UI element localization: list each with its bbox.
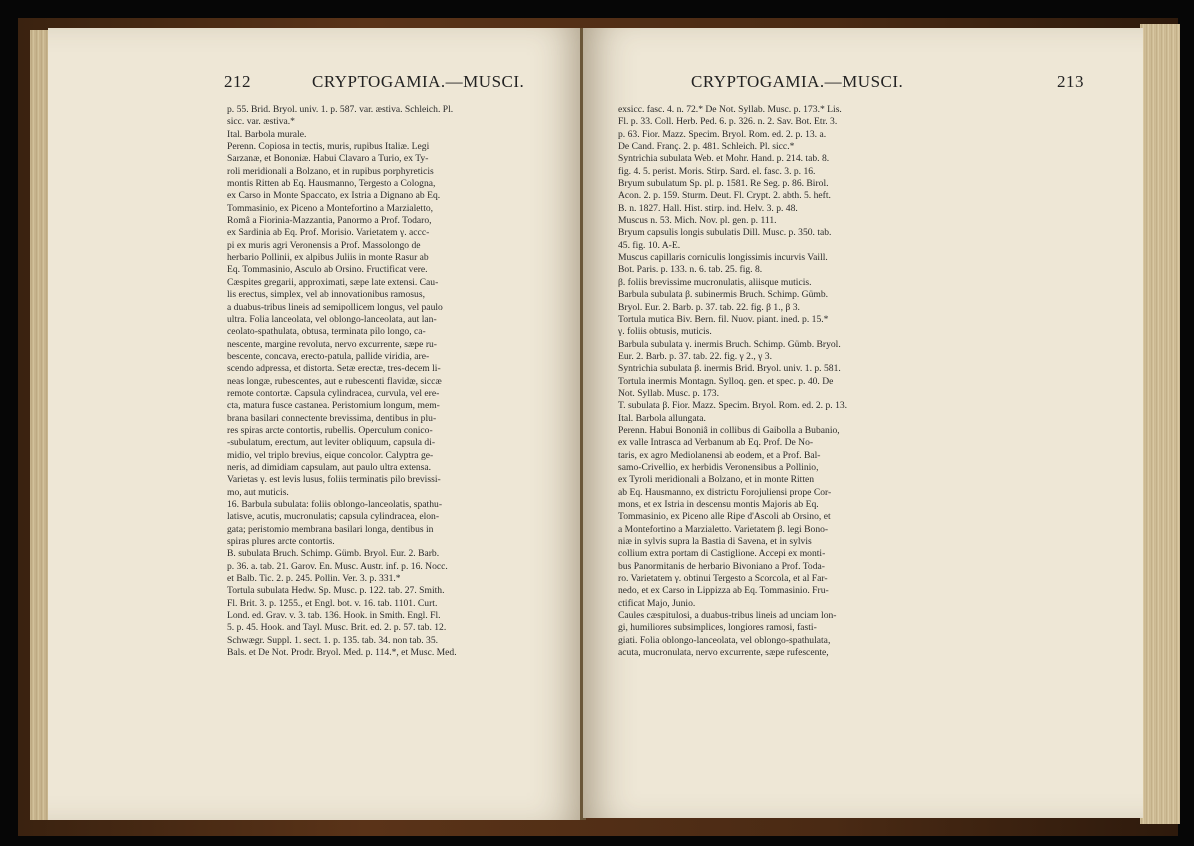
- text-line: Fl. p. 33. Coll. Herb. Ped. 6. p. 326. n. 2. Sav. Bot. Etr. 3.: [618, 116, 838, 128]
- text-line: Lond. ed. Grav. v. 3. tab. 136. Hook. in Smith. Engl. Fl.: [227, 610, 441, 622]
- text-line: montis Ritten ab Eq. Hausmanno, Tergesto a Cologna,: [227, 178, 436, 190]
- text-line: neris, ad dimidiam capsulam, aut paulo ultra extensa.: [227, 461, 432, 473]
- text-line: mons, et ex Istria in descensu montis Majoris ab Eq.: [618, 499, 819, 510]
- text-line: brana basilari connectente brevissima, dentibus in plu-: [227, 412, 437, 424]
- text-line: 5. p. 45. Hook. and Tayl. Musc. Brit. ed. 2. p. 57. tab. 12.: [227, 622, 447, 634]
- text-line: collium extra portam di Castiglione. Accepi ex monti-: [618, 548, 826, 560]
- page-number: 212: [224, 72, 251, 91]
- text-line: cta, matura fusce castanea. Peristomium longum, mem-: [227, 400, 440, 412]
- text-line: fig. 4. 5. perist. Moris. Stirp. Sard. el. fasc. 3. p. 16.: [618, 165, 816, 177]
- text-line: Eur. 2. Barb. p. 37. tab. 22. fig. γ 2., γ 3.: [618, 350, 772, 362]
- text-line: Bals. et De Not. Prodr. Bryol. Med. p. 114.*, et Musc. Med.: [227, 647, 457, 659]
- text-line: ceolato-spathulata, obtusa, terminata pilo longo, ca-: [227, 326, 426, 338]
- text-column: [227, 104, 584, 659]
- text-line: acuta, mucronulata, nervo excurrente, sæpe rufescente,: [618, 647, 829, 659]
- text-line: Perenn. Copiosa in tectis, muris, rupibus Italiæ. Legi: [227, 141, 430, 153]
- text-line: 45. fig. 10. A-E.: [618, 239, 681, 251]
- text-line: pi ex muris agri Veronensis a Prof. Massolongo de: [227, 239, 421, 251]
- text-line: gi, humiliores subsimplices, longiores ramosi, fasti-: [618, 622, 817, 634]
- text-line: a Montefortino a Marzialetto. Varietatem β. legi Bono-: [618, 523, 829, 535]
- text-line: Tortula mutica Biv. Bern. fil. Nuov. piant. ined. p. 15.*: [618, 313, 829, 325]
- text-line: latisve, acutis, mucronulatis; capsula cylindracea, elon-: [227, 511, 440, 523]
- text-line: Bryum capsulis longis subulatis Dill. Musc. p. 350. tab.: [618, 227, 832, 239]
- text-line: ro. Varietatem γ. obtinui Tergesto a Scorcola, et al Far-: [618, 573, 828, 585]
- text-line: p. 36. a. tab. 21. Garov. En. Musc. Austr. inf. p. 16. Nocc.: [227, 560, 448, 572]
- running-head: CRYPTOGAMIA.—MUSCI.: [312, 72, 525, 91]
- text-line: exsicc. fasc. 4. n. 72.* De Not. Syllab. Musc. p. 173.* Lis.: [618, 104, 842, 115]
- text-line: Cæspites gregarii, approximati, sæpe late extensi. Cau-: [227, 276, 439, 288]
- text-line: Tortula subulata Hedw. Sp. Musc. p. 122. tab. 27. Smith.: [227, 585, 445, 597]
- text-column: [618, 104, 1016, 659]
- text-line: lis erectus, simplex, vel ab innovationibus ramosus,: [227, 289, 425, 301]
- text-line: Ital. Barbola murale.: [227, 128, 307, 140]
- text-line: Tortula inermis Montagn. Sylloq. gen. et spec. p. 40. De: [618, 375, 834, 387]
- text-line: Not. Syllab. Musc. p. 173.: [618, 387, 720, 399]
- text-line: Perenn. Habui Bononiâ in collibus di Gaibolla a Bubanio,: [618, 424, 840, 436]
- text-line: γ. foliis obtusis, muticis.: [618, 326, 712, 338]
- text-line: Româ a Fiorinia-Mazzantia, Panormo a Prof. Todaro,: [227, 215, 432, 227]
- page-number: 213: [1057, 72, 1084, 91]
- text-line: et Balb. Tic. 2. p. 245. Pollin. Ver. 3. p. 331.*: [227, 573, 401, 585]
- text-line: roli meridionali a Bolzano, et in rupibus porphyreticis: [227, 165, 434, 177]
- text-line: Barbula subulata β. subinermis Bruch. Schimp. Gümb.: [618, 289, 829, 301]
- running-head: CRYPTOGAMIA.—MUSCI.: [691, 72, 904, 91]
- text-line: giati. Folia oblongo-lanceolata, vel oblongo-spathulata,: [618, 634, 831, 646]
- text-line: Syntrichia subulata β. inermis Brid. Bryol. univ. 1. p. 581.: [618, 363, 841, 375]
- text-line: Acon. 2. p. 159. Sturm. Deut. Fl. Crypt. 2. abth. 5. heft.: [618, 190, 831, 202]
- text-line: neas longæ, rubescentes, aut e rubescenti flavidæ, siccæ: [227, 375, 442, 387]
- text-line: Muscus capillaris corniculis longissimis incurvis Vaill.: [618, 252, 828, 264]
- text-line: nedo, et ex Carso in Lippizza ab Eq. Tommasinio. Fru-: [618, 585, 829, 597]
- text-line: herbario Pollinii, ex alpibus Juliis in monte Rasur ab: [227, 252, 429, 264]
- text-line: bus Panormitanis de herbario Bivoniano a Prof. Toda-: [618, 560, 825, 572]
- text-line: spiras plures arcte contortis.: [227, 536, 335, 548]
- text-line: Syntrichia subulata Web. et Mohr. Hand. p. 214. tab. 8.: [618, 153, 830, 165]
- text-line: Fl. Brit. 3. p. 1255., et Engl. bot. v. 16. tab. 1101. Curt.: [227, 597, 438, 609]
- text-line: midio, vel triplo brevius, eique concolor. Calyptra ge-: [227, 449, 434, 461]
- text-line: Bot. Paris. p. 133. n. 6. tab. 25. fig. 8.: [618, 264, 763, 276]
- text-line: samo-Crivellio, ex herbidis Veronensibus a Pollinio,: [618, 461, 819, 473]
- text-line: nescente, margine revoluta, nervo excurrente, sæpe ru-: [227, 338, 437, 350]
- text-line: sicc. var. æstiva.*: [227, 116, 295, 128]
- text-line: bescente, concava, erecto-patula, pallide viridia, are-: [227, 350, 430, 362]
- text-line: ex Sardinia ab Eq. Prof. Morisio. Varietatem γ. accc-: [227, 227, 430, 239]
- text-line: Tommasinio, ex Piceno a Montefortino a Marzialetto,: [227, 202, 434, 214]
- text-line: ex Carso in Monte Spaccato, ex Istria a Dignano ab Eq.: [227, 190, 441, 202]
- text-line: ab Eq. Hausmanno, ex districtu Forojuliensi prope Cor-: [618, 486, 832, 498]
- text-line: ctificat Majo, Junio.: [618, 597, 696, 609]
- text-line: Schwægr. Suppl. 1. sect. 1. p. 135. tab. 34. non tab. 35.: [227, 634, 439, 646]
- text-line: niæ in sylvis supra la Bastia di Savena, et in sylvis: [618, 536, 812, 548]
- text-line: p. 63. Fior. Mazz. Specim. Bryol. Rom. ed. 2. p. 13. a.: [618, 128, 827, 140]
- text-line: Ital. Barbola allungata.: [618, 412, 706, 424]
- text-line: Bryum subulatum Sp. pl. p. 1581. Re Seg. p. 86. Birol.: [618, 178, 829, 190]
- text-line: -subulatum, erectum, aut leviter obliquum, capsula di-: [227, 437, 436, 449]
- right-page: [583, 28, 1143, 818]
- text-line: Bryol. Eur. 2. Barb. p. 37. tab. 22. fig. β 1., β 3.: [618, 301, 800, 313]
- text-line: Tommasinio, ex Piceno alle Ripe d'Ascoli ab Orsino, et: [618, 511, 831, 523]
- text-line: 16. Barbula subulata: foliis oblongo-lanceolatis, spathu-: [227, 499, 443, 510]
- text-line: taris, ex agro Mediolanensi ab eodem, et a Prof. Bal-: [618, 449, 821, 461]
- text-line: gata; peristomio membrana basilari longa, dentibus in: [227, 523, 434, 535]
- text-line: ultra. Folia lanceolata, vel oblongo-lanceolata, aut lan-: [227, 313, 437, 325]
- text-line: B. subulata Bruch. Schimp. Gümb. Bryol. Eur. 2. Barb.: [227, 548, 440, 560]
- page-edges-right: [1140, 24, 1180, 824]
- text-line: res spiras arcte contortis, rubellis. Operculum conico-: [227, 424, 433, 436]
- text-line: p. 55. Brid. Bryol. univ. 1. p. 587. var. æstiva. Schleich. Pl.: [227, 104, 454, 115]
- text-line: Varietas γ. est levis lusus, foliis terminatis pilo brevissi-: [227, 474, 441, 486]
- text-line: De Cand. Franç. 2. p. 481. Schleich. Pl. sicc.*: [618, 141, 795, 153]
- text-line: ex valle Intrasca ad Verbanum ab Eq. Prof. De No-: [618, 437, 814, 449]
- text-line: β. foliis brevissime mucronulatis, aliisque muticis.: [618, 276, 812, 288]
- text-line: Muscus n. 53. Mich. Nov. pl. gen. p. 111.: [618, 215, 777, 227]
- text-line: ex Tyroli meridionali a Bolzano, et in monte Ritten: [618, 474, 815, 486]
- text-line: scendo adpressa, et distorta. Setæ erectæ, tres-decem li-: [227, 363, 441, 375]
- text-line: Barbula subulata γ. inermis Bruch. Schimp. Gümb. Bryol.: [618, 338, 841, 350]
- text-line: Caules cæspitulosi, a duabus-tribus lineis ad unciam lon-: [618, 610, 837, 622]
- left-page: [48, 28, 584, 820]
- text-line: B. n. 1827. Hall. Hist. stirp. ind. Helv. 3. p. 48.: [618, 202, 798, 214]
- text-line: remote contortæ. Capsula cylindracea, curvula, vel ere-: [227, 387, 440, 399]
- text-line: a duabus-tribus lineis ad semipollicem longus, vel paulo: [227, 301, 443, 313]
- text-line: Eq. Tommasinio, Asculo ab Orsino. Fructificat vere.: [227, 264, 428, 276]
- text-line: Sarzanæ, et Bononiæ. Habui Clavaro a Turio, ex Ty-: [227, 153, 429, 165]
- text-line: mo, aut muticis.: [227, 486, 289, 498]
- text-line: T. subulata β. Fior. Mazz. Specim. Bryol. Rom. ed. 2. p. 13.: [618, 400, 848, 412]
